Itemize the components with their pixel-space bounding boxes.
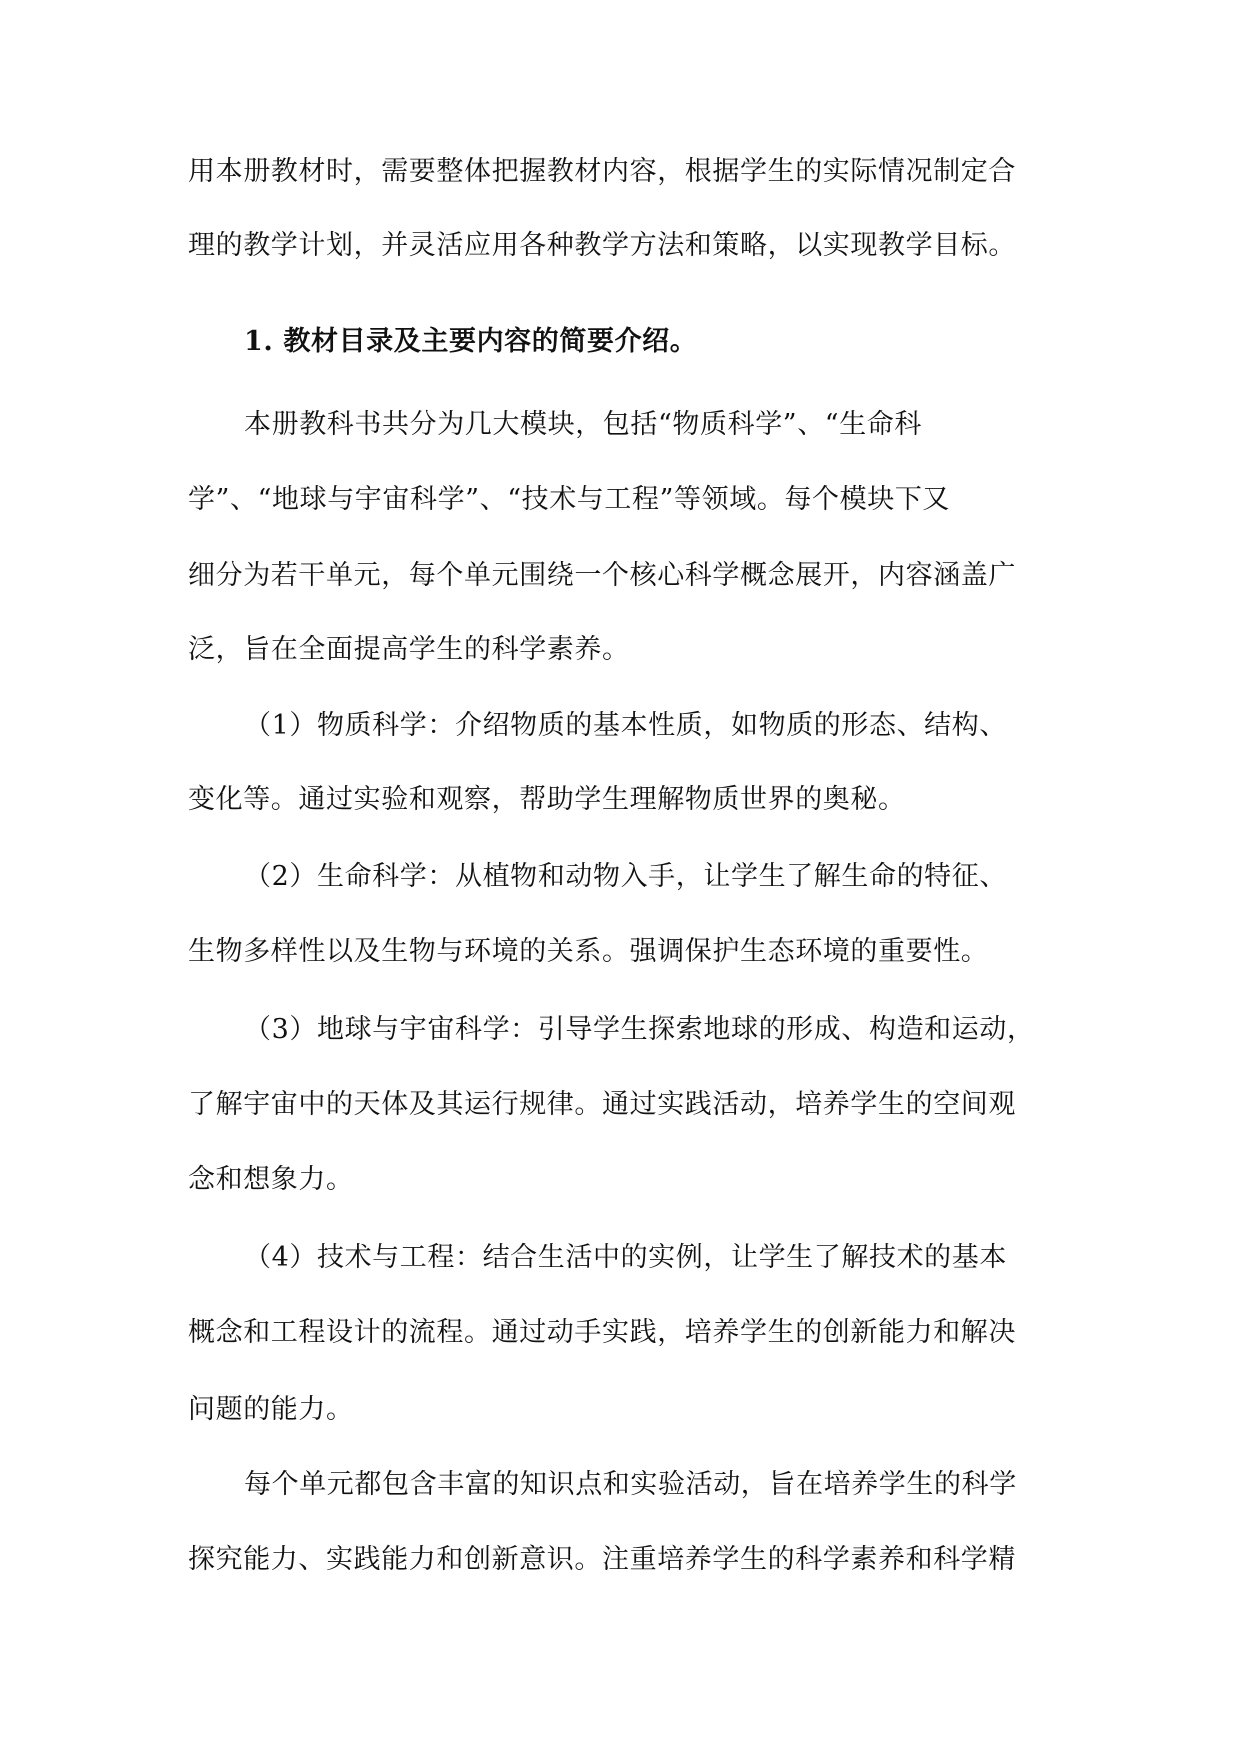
list-item-line: 问题的能力。 [188, 1394, 354, 1425]
list-item-line: （1）物质科学：介绍物质的基本性质，如物质的形态、结构、 [244, 710, 1007, 741]
paragraph-line: 本册教科书共分为几大模块，包括“物质科学”、“生命科 [244, 409, 923, 440]
paragraph-line: 泛，旨在全面提高学生的科学素养。 [188, 634, 630, 665]
paragraph-line: 理的教学计划，并灵活应用各种教学方法和策略，以实现教学目标。 [188, 230, 1016, 261]
section-heading: 1. 教材目录及主要内容的简要介绍。 [244, 326, 698, 357]
list-item-line: 生物多样性以及生物与环境的关系。强调保护生态环境的重要性。 [188, 936, 989, 967]
list-item-line: 念和想象力。 [188, 1164, 354, 1195]
list-item-line: 了解宇宙中的天体及其运行规律。通过实践活动，培养学生的空间观 [188, 1089, 1016, 1120]
paragraph-line: 用本册教材时，需要整体把握教材内容，根据学生的实际情况制定合 [188, 156, 1016, 187]
paragraph-line: 细分为若干单元，每个单元围绕一个核心科学概念展开，内容涵盖广 [188, 560, 1016, 591]
paragraph-line: 每个单元都包含丰富的知识点和实验活动，旨在培养学生的科学 [244, 1469, 1017, 1500]
list-item-line: （3）地球与宇宙科学：引导学生探索地球的形成、构造和运动， [244, 1014, 1035, 1045]
list-item-line: （2）生命科学：从植物和动物入手，让学生了解生命的特征、 [244, 861, 1007, 892]
list-item-line: 概念和工程设计的流程。通过动手实践，培养学生的创新能力和解决 [188, 1317, 1016, 1348]
list-item-line: （4）技术与工程：结合生活中的实例，让学生了解技术的基本 [244, 1242, 1007, 1273]
paragraph-line: 探究能力、实践能力和创新意识。注重培养学生的科学素养和科学精 [188, 1544, 1016, 1575]
list-item-line: 变化等。通过实验和观察，帮助学生理解物质世界的奥秘。 [188, 784, 906, 815]
paragraph-line: 学”、“地球与宇宙科学”、“技术与工程”等领域。每个模块下又 [188, 484, 951, 515]
